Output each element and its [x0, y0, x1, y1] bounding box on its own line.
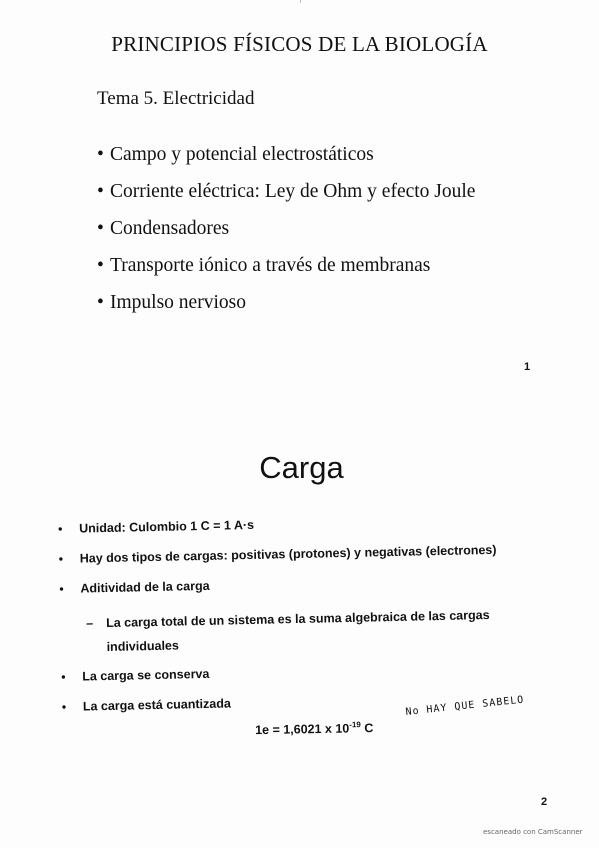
- list-item: [97, 142, 475, 179]
- list-item-text: Impulso nervioso: [110, 292, 246, 313]
- bullet-icon: •: [97, 144, 104, 165]
- slide2-title: Carga: [259, 450, 344, 485]
- slide1-topic-list: [97, 142, 475, 327]
- bullet-icon: •: [97, 255, 104, 276]
- sub-item-line1: La carga total de un sistema es la suma algebraica de las cargas: [105, 607, 490, 631]
- slide2-page-number: 2: [541, 796, 548, 808]
- formula-unit: C: [360, 721, 374, 736]
- bullet-icon: •: [61, 669, 66, 684]
- slide1-subtitle: Tema 5. Electricidad: [97, 88, 255, 109]
- list-item: [97, 290, 475, 327]
- scanner-watermark: escaneado con CamScanner: [483, 828, 583, 836]
- bullet-icon: •: [58, 551, 64, 566]
- bullet-icon: •: [97, 218, 104, 239]
- bullet-icon: •: [58, 521, 63, 536]
- sub-item-line2: individuales: [106, 638, 180, 655]
- slide2-bullet-list: [58, 512, 528, 730]
- bullet-icon: •: [97, 292, 104, 313]
- list-item-text: Unidad: Culombio 1 C = 1 A·s: [78, 517, 255, 536]
- list-item-text: Corriente eléctrica: Ley de Ohm y efecto Joule: [110, 181, 476, 202]
- handwritten-note: No HAY QUE SABELO: [405, 694, 525, 718]
- bullet-icon: •: [59, 581, 64, 596]
- list-item-text: Transporte iónico a través de membranas: [110, 255, 431, 276]
- bullet-icon: •: [61, 699, 67, 714]
- list-item-text: Campo y potencial electrostáticos: [110, 144, 374, 165]
- scan-mark: [300, 0, 301, 3]
- list-item-text: La carga está cuantizada: [82, 696, 231, 714]
- list-item-text: Condensadores: [110, 218, 230, 239]
- formula-exponent: -19: [349, 720, 361, 730]
- list-item-text: Aditividad de la carga: [80, 578, 210, 596]
- list-item: [97, 216, 475, 253]
- formula-base: 1e = 1,6021 x 10: [255, 721, 350, 738]
- list-item: [97, 253, 475, 290]
- elementary-charge-formula: [255, 720, 373, 737]
- slide1-page-number: 1: [524, 361, 531, 373]
- list-item: [97, 179, 475, 216]
- bullet-icon: •: [97, 181, 104, 202]
- dash-icon: –: [85, 616, 94, 631]
- list-item-text: La carga se conserva: [82, 666, 210, 684]
- list-item-text: Hay dos tipos de cargas: positivas (protones) y negativas (electrones): [79, 542, 497, 566]
- sub-list-item: [60, 602, 527, 670]
- slide1-title: PRINCIPIOS FÍSICOS DE LA BIOLOGÍA: [111, 32, 488, 56]
